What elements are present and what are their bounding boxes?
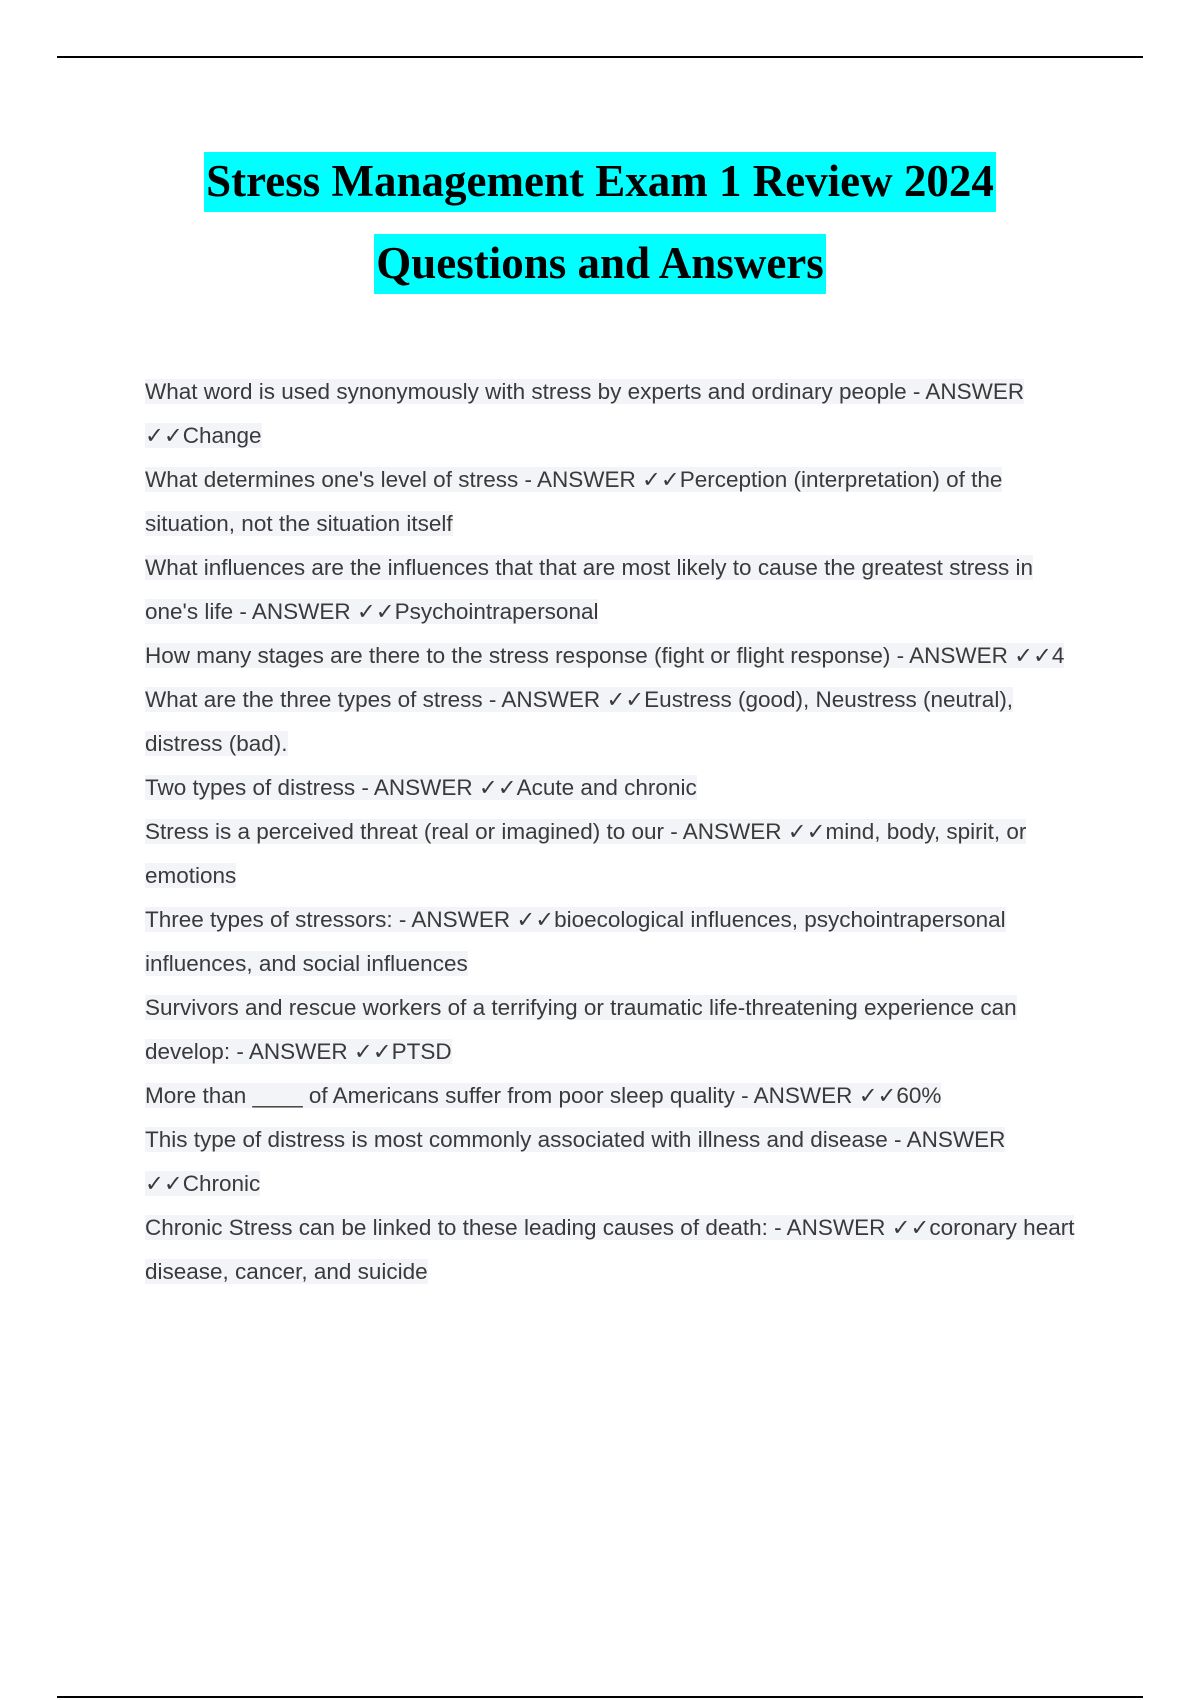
qa-item <box>145 634 1085 678</box>
answer-marker: ANSWER <box>909 643 1008 668</box>
answer-marker: ANSWER <box>411 907 511 932</box>
question-text: Two types of distress - <box>145 775 374 800</box>
question-text: What determines one's level of stress - <box>145 467 537 492</box>
checkmark-icon: ✓✓ <box>356 599 395 624</box>
question-text: What influences are the influences that that are most likely to cause the greatest stress in one's life - <box>145 555 1033 624</box>
question-text: Stress is a perceived threat (real or imagined) to our - <box>145 819 683 844</box>
checkmark-icon: ✓✓ <box>478 775 517 800</box>
title-line-2: Questions and Answers <box>374 234 826 294</box>
qa-item <box>145 898 1085 986</box>
top-rule <box>57 56 1143 58</box>
answer-text: Eustress (good), Neustress (neutral), distress (bad). <box>145 687 1014 756</box>
answer-marker: ANSWER <box>906 1127 1006 1152</box>
checkmark-icon: ✓✓ <box>1014 643 1052 668</box>
qa-item <box>145 678 1085 766</box>
question-text: How many stages are there to the stress response (fight or flight response) - <box>145 643 910 668</box>
answer-text: Acute and chronic <box>516 775 697 800</box>
checkmark-icon: ✓✓ <box>642 467 680 492</box>
answer-text: Chronic <box>182 1171 261 1196</box>
checkmark-icon: ✓✓ <box>353 1039 392 1064</box>
qa-item <box>145 370 1085 458</box>
document-title <box>0 140 1200 304</box>
answer-text: 60% <box>896 1083 942 1108</box>
answer-text: Change <box>182 423 262 448</box>
question-text: Chronic Stress can be linked to these leading causes of death: - <box>145 1215 787 1240</box>
qa-item <box>145 1118 1085 1206</box>
qa-item <box>145 986 1085 1074</box>
answer-text: bioecological influences, psychointrapersonal influences, and social influences <box>145 907 1006 976</box>
answer-marker: ANSWER <box>251 599 351 624</box>
question-text: This type of distress is most commonly associated with illness and disease - <box>145 1127 907 1152</box>
answer-text: Perception (interpretation) of the situation, not the situation itself <box>145 467 1003 536</box>
answer-marker: ANSWER <box>786 1215 886 1240</box>
checkmark-icon: ✓✓ <box>858 1083 897 1108</box>
qa-list <box>145 370 1085 1294</box>
checkmark-icon: ✓✓ <box>787 819 826 844</box>
question-text: What are the three types of stress - <box>145 687 502 712</box>
answer-text: Psychointrapersonal <box>394 599 599 624</box>
bottom-rule <box>57 1696 1143 1698</box>
checkmark-icon: ✓✓ <box>606 687 645 712</box>
qa-item <box>145 458 1085 546</box>
answer-marker: ANSWER <box>501 687 601 712</box>
checkmark-icon: ✓✓ <box>145 1171 183 1196</box>
checkmark-icon: ✓✓ <box>891 1215 930 1240</box>
answer-marker: ANSWER <box>248 1039 348 1064</box>
question-text: Survivors and rescue workers of a terrifying or traumatic life-threatening experience can develop: - <box>145 995 1017 1064</box>
qa-item <box>145 1074 1085 1118</box>
answer-text: PTSD <box>391 1039 452 1064</box>
answer-marker: ANSWER <box>925 379 1025 404</box>
title-line-1: Stress Management Exam 1 Review 2024 <box>204 152 996 212</box>
answer-marker: ANSWER <box>536 467 636 492</box>
qa-item <box>145 546 1085 634</box>
answer-marker: ANSWER <box>682 819 782 844</box>
answer-text: mind, body, spirit, or emotions <box>145 819 1027 888</box>
answer-text: coronary heart disease, cancer, and suicide <box>145 1215 1075 1284</box>
answer-text: 4 <box>1051 643 1065 668</box>
qa-item <box>145 766 1085 810</box>
answer-marker: ANSWER <box>753 1083 853 1108</box>
checkmark-icon: ✓✓ <box>516 907 555 932</box>
question-text: More than ____ of Americans suffer from poor sleep quality - <box>145 1083 754 1108</box>
question-text: Three types of stressors: - <box>145 907 412 932</box>
question-text: What word is used synonymously with stress by experts and ordinary people - <box>145 379 926 404</box>
answer-marker: ANSWER <box>373 775 473 800</box>
qa-item <box>145 810 1085 898</box>
checkmark-icon: ✓✓ <box>145 423 183 448</box>
qa-item <box>145 1206 1085 1294</box>
